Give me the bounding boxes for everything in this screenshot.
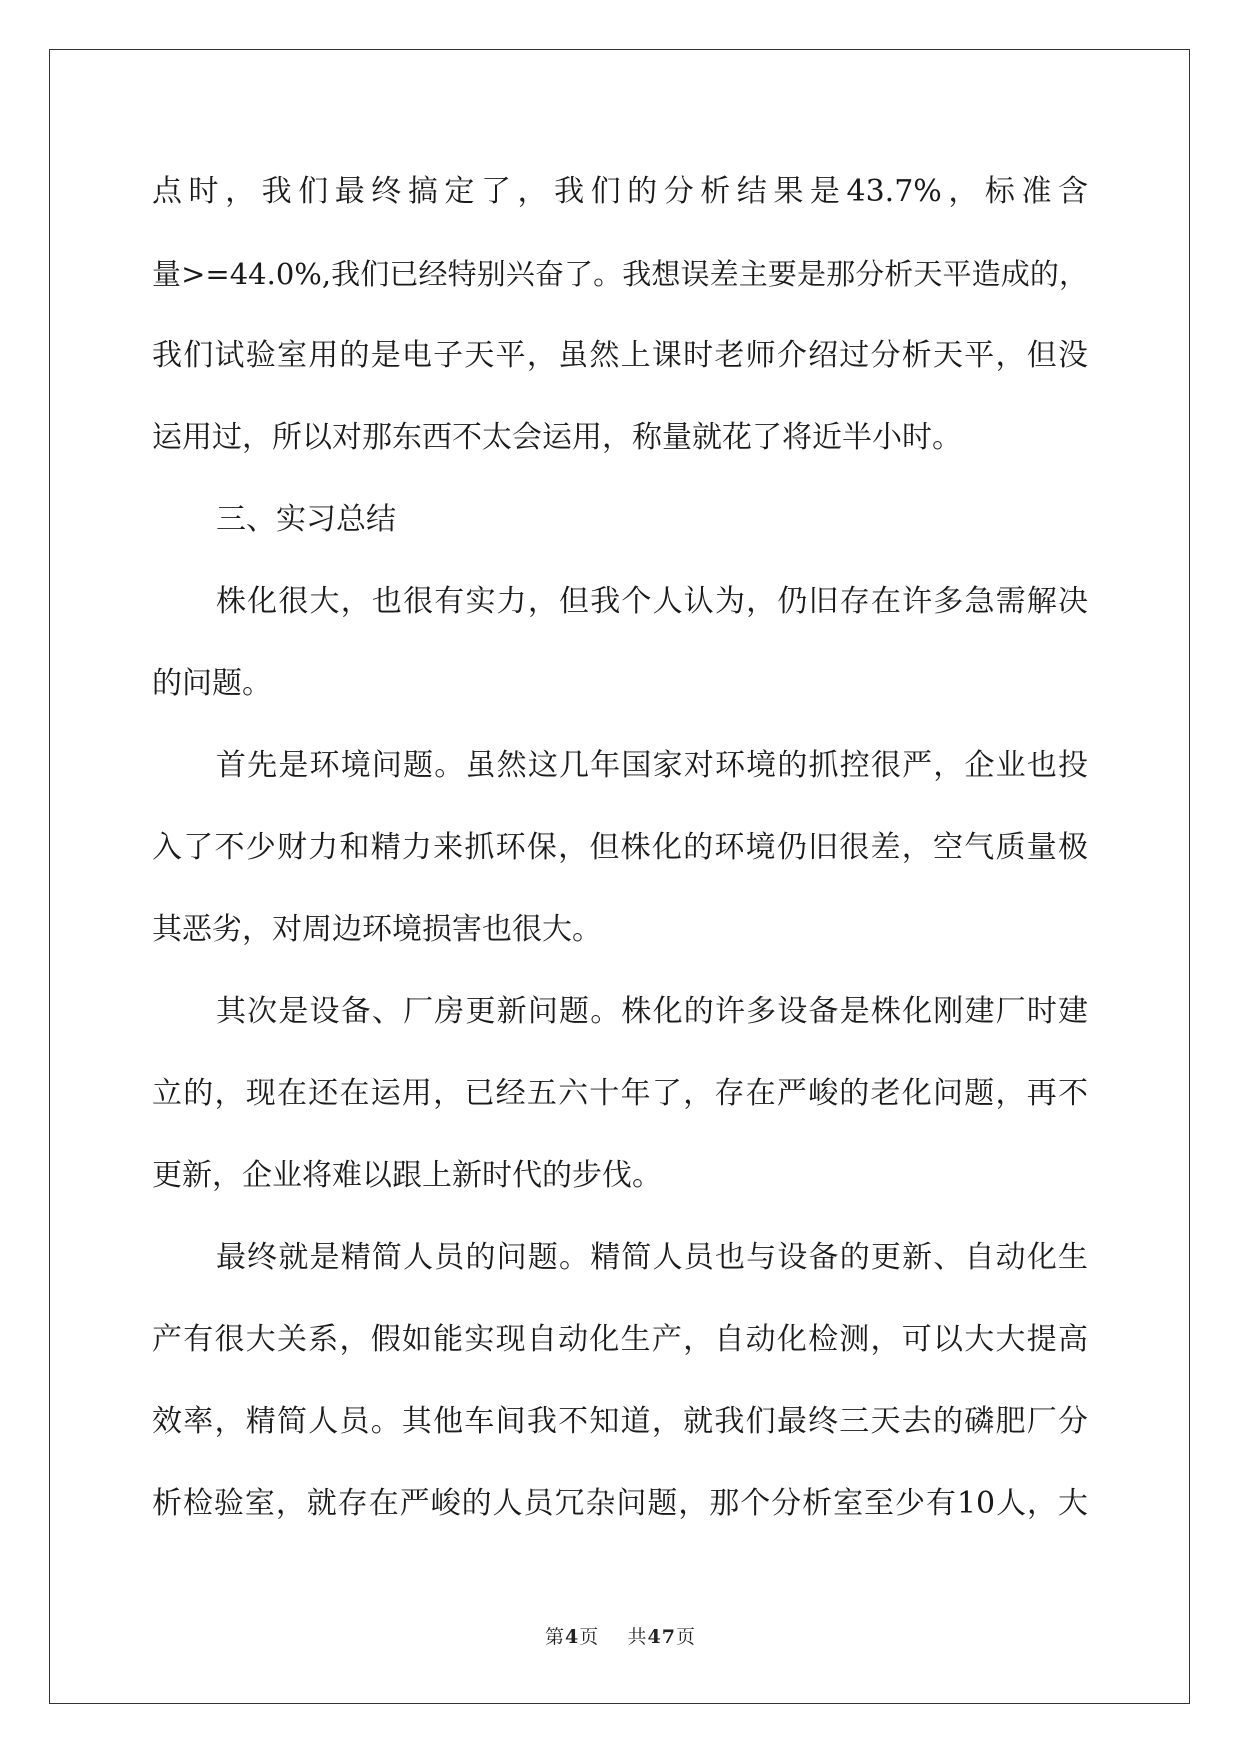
text-line: 我们试验室用的是电子天平，虽然上课时老师介绍过分析天平，但没: [152, 338, 1088, 373]
text-line: 入了不少财力和精力来抓环保，但株化的环境仍旧很差，空气质量极: [152, 830, 1088, 865]
text-line: 首先是环境问题。虽然这几年国家对环境的抓控很严，企业也投: [216, 748, 1088, 783]
text-line: 株化很大，也很有实力，但我个人认为，仍旧存在许多急需解决: [216, 584, 1088, 619]
text-line: 更新，企业将难以跟上新时代的步伐。: [152, 1158, 662, 1193]
text-line: 量>=44.0%,我们已经特别兴奋了。我想误差主要是那分析天平造成的，: [152, 257, 1088, 291]
page-number: 4: [565, 1626, 580, 1648]
text-line: 点时，我们最终搞定了，我们的分析结果是43.7%，标准含: [152, 174, 1088, 209]
text-line: 最终就是精简人员的问题。精简人员也与设备的更新、自动化生: [216, 1240, 1088, 1275]
footer-total-suffix: 页: [675, 1626, 696, 1648]
total-pages: 47: [647, 1626, 676, 1648]
page-footer: [0, 1622, 1241, 1652]
section-heading: 三、实习总结: [216, 502, 396, 537]
text-line: 效率，精简人员。其他车间我不知道，就我们最终三天去的磷肥厂分: [152, 1404, 1088, 1439]
document-body: [152, 157, 1088, 1551]
footer-prefix: 第: [545, 1626, 566, 1648]
text-line: 其恶劣，对周边环境损害也很大。: [152, 912, 602, 947]
text-line: 运用过，所以对那东西不太会运用，称量就花了将近半小时。: [152, 420, 962, 455]
footer-total-prefix: 共: [627, 1626, 648, 1648]
text-line: 产有很大关系，假如能实现自动化生产，自动化检测，可以大大提高: [152, 1322, 1088, 1357]
text-line: 其次是设备、厂房更新问题。株化的许多设备是株化刚建厂时建: [216, 994, 1088, 1029]
text-line: 立的，现在还在运用，已经五六十年了，存在严峻的老化问题，再不: [152, 1076, 1088, 1111]
text-line: 的问题。: [152, 666, 272, 701]
text-line: 析检验室，就存在严峻的人员冗杂问题，那个分析室至少有10人，大: [152, 1486, 1088, 1521]
footer-page-suffix: 页: [579, 1626, 600, 1648]
